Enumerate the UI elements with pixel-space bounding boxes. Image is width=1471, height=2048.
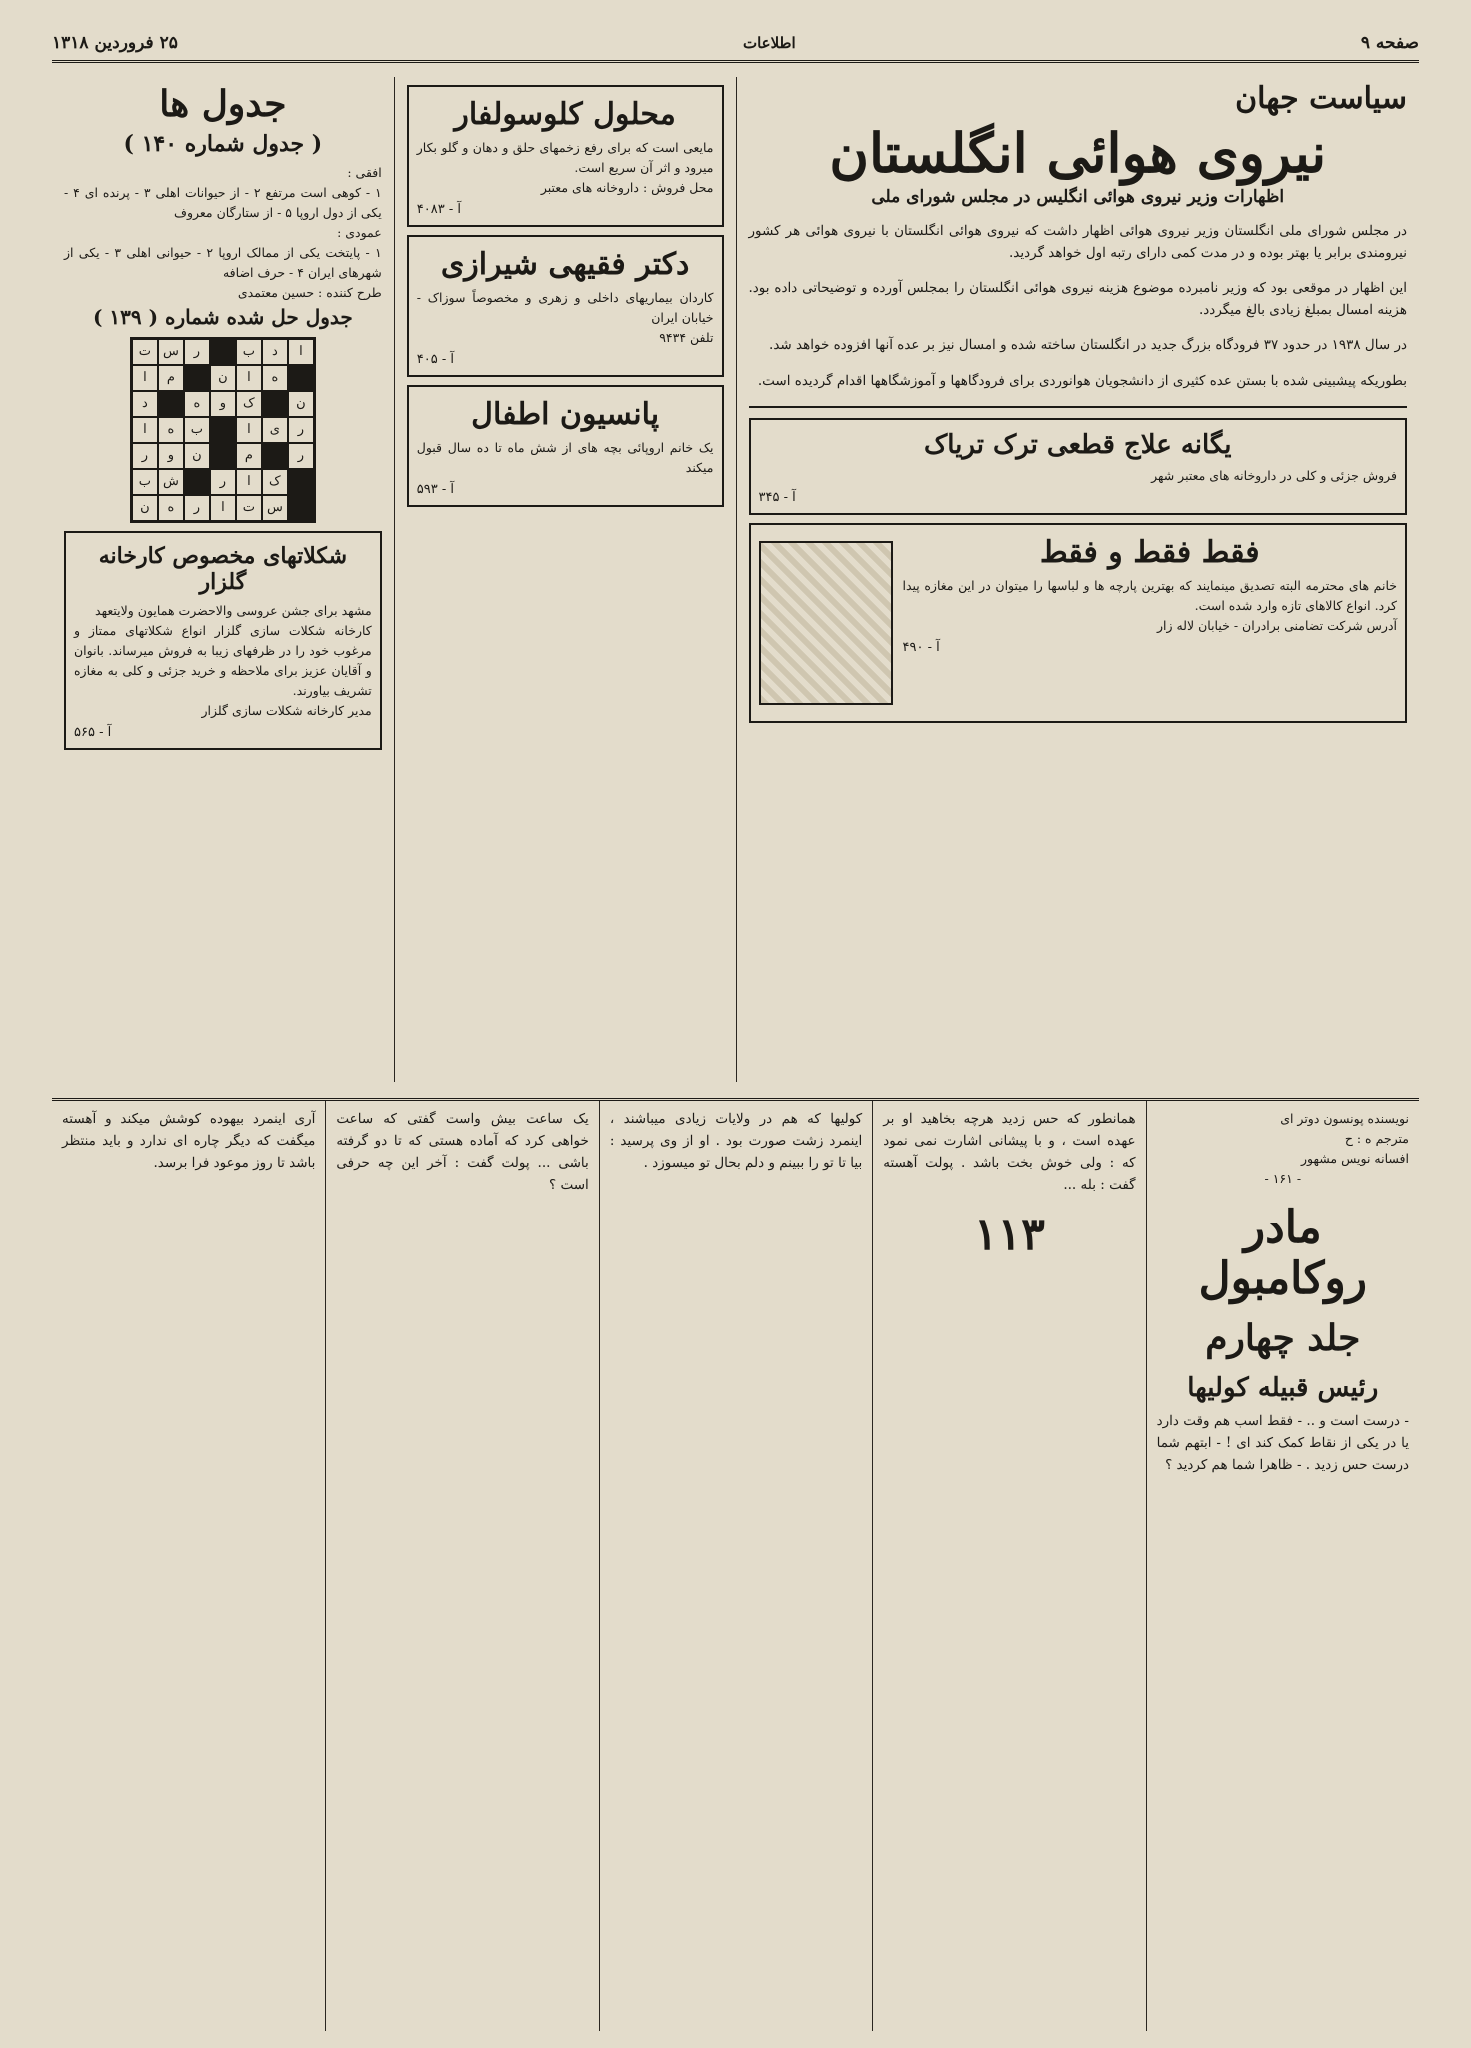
crossword-cell: ر [288, 443, 314, 469]
crossword-cell: ا [288, 339, 314, 365]
lead-paragraph: بطوریکه پیشبینی شده با بستن عده کثیری از دانشجویان هوانوردی برای فرودگاهها و آموزشگاهها اقدام گردیده است. [757, 372, 1407, 389]
crossword-black-cell [184, 365, 210, 391]
crossword-black-cell [288, 469, 314, 495]
crossword-cell: ن [132, 495, 158, 521]
issue-date: ۲۵ فروردین ۱۳۱۸ [52, 33, 178, 53]
cure-ad-body: فروش جزئی و کلی در داروخانه های معتبر شهر [1151, 468, 1397, 484]
crossword-cell: ب [132, 469, 158, 495]
cure-ad-code: آ - ۳۴۵ [758, 490, 796, 506]
medicine-ad-code: آ - ۴۰۸۳ [416, 202, 461, 217]
upper-grid [52, 77, 1419, 1082]
serial-volume: جلد چهارم [1205, 1317, 1361, 1360]
chocolate-ad-title: شکلاتهای مخصوص کارخانه گلزار [98, 543, 347, 595]
serial-text: همانطور که حس زدید هرچه بخاهید او بر عهده است ، و با پیشانی اشارت نمی نمود که : ولی خوش بخت باشد . پولت آهسته گفت : بله ... [883, 1111, 1136, 1193]
down-label: عمودی : [337, 225, 382, 240]
lead-paragraph: این اظهار در موقعی بود که وزیر نامبرده موضوع هزینه نیروی هوائی انگلستان را بمجلس آورده و توضیحاتی داده بود. هزینه امسال بمبلغ زیادی بالغ میگردد. [748, 280, 1407, 318]
page-number: صفحه ۹ [1360, 33, 1419, 53]
crossword-black-cell [288, 495, 314, 521]
crossword-cell: ا [236, 417, 262, 443]
crossword-cell: ب [184, 417, 210, 443]
serial-title: مادر روکامبول [1198, 1202, 1367, 1304]
serial-column [872, 1101, 1145, 2031]
puzzle-author: طرح کننده : حسین معتمدی [237, 285, 382, 300]
crossword-cell: ا [132, 365, 158, 391]
cure-ad [749, 418, 1408, 515]
pension-ad-title: پانسیون اطفال [471, 397, 660, 432]
divider [749, 406, 1408, 408]
serial-text: یک ساعت بیش واست گفتی که ساعت خواهی کرد که آماده هستی که تا دو گرفته باشی ... پولت گفت : آخر این چه حرفی است ؟ [336, 1111, 589, 1193]
medicine-ad [407, 85, 724, 227]
chocolate-ad [64, 531, 382, 750]
fabric-ad-address: آدرس شرکت تضامنی برادران - خیابان لاله زار [1156, 618, 1397, 634]
serial-column [599, 1101, 872, 2031]
crossword-cell: ش [158, 469, 184, 495]
fabric-ad-title: فقط فقط و فقط [1039, 535, 1260, 571]
crossword-black-cell [210, 339, 236, 365]
medicine-ad-body: مایعی است که برای رفع زخمهای حلق و دهان و گلو بکار میرود و اثر آن سریع است. [416, 140, 714, 175]
crossword-cell: ب [236, 339, 262, 365]
crossword-cell: ر [132, 443, 158, 469]
crossword-cell: ر [184, 495, 210, 521]
crossword-black-cell [158, 391, 184, 417]
puzzle-column [52, 77, 394, 1082]
crossword-cell: ا [132, 417, 158, 443]
serial-translator: مترجم ه : ح [1344, 1131, 1409, 1146]
pension-ad [407, 385, 724, 507]
serial-chapter: رئیس قبیله کولیها [1187, 1372, 1379, 1403]
puzzle-number: ( جدول شماره ۱۴۰ ) [123, 131, 323, 157]
serial-column [325, 1101, 598, 2031]
crossword-cell: ن [288, 391, 314, 417]
cure-ad-title: یگانه علاج قطعی ترک تریاک [923, 430, 1232, 461]
lead-article [736, 77, 1420, 1082]
chocolate-ad-sign: مدیر کارخانه شکلات سازی گلزار [201, 703, 372, 718]
doctor-ad-body: کاردان بیماریهای داخلی و زهری و مخصوصاً سوزاک - خیابان ایران [416, 290, 714, 325]
crossword-cell: م [158, 365, 184, 391]
chocolate-ad-code: آ - ۵۶۵ [74, 725, 112, 740]
paper-name: اطلاعات [742, 34, 796, 52]
dress-illustration [759, 541, 893, 705]
crossword-cell: س [262, 495, 288, 521]
crossword-cell: د [132, 391, 158, 417]
down-clues: ۱ - پایتخت یکی از ممالک اروپا ۲ - حیوانی اهلی ۳ - یکی از شهرهای ایران ۴ - حرف اضافه [64, 245, 382, 280]
pension-ad-code: آ - ۵۹۳ [416, 482, 454, 497]
crossword-black-cell [262, 443, 288, 469]
lead-subhead: اظهارات وزیر نیروی هوائی انگلیس در مجلس شورای ملی [871, 187, 1285, 208]
crossword-cell: و [158, 443, 184, 469]
serial-text: - درست است و .. - فقط اسب هم وقت دارد یا در یکی از نقاط کمک کند ای ! - ابتهم شما درست حس زدید . - ظاهرا شما هم کردید ؟ [1156, 1413, 1409, 1474]
crossword-cell: و [210, 391, 236, 417]
crossword-cell: ا [236, 365, 262, 391]
crossword-cell: ت [236, 495, 262, 521]
masthead [52, 26, 1419, 63]
crossword-cell: ه [158, 495, 184, 521]
serial-number-mark: ۱۱۳ [973, 1209, 1045, 1261]
crossword-cell: د [262, 339, 288, 365]
doctor-ad-phone: تلفن ۹۴۳۴ [659, 330, 714, 345]
crossword-cell: ت [132, 339, 158, 365]
crossword-cell: م [236, 443, 262, 469]
medicine-ad-sale: محل فروش : داروخانه های معتبر [540, 180, 714, 195]
crossword-black-cell [288, 365, 314, 391]
serial-title-column [1146, 1101, 1419, 2031]
serial-text: کولیها که هم در ولایات زیادی میباشند ، اینمرد زشت صورت بود . او از وی پرسید : بیا تا تو را ببینم و دلم بحال تو میسوزد . [609, 1111, 863, 1171]
crossword-cell: ن [184, 443, 210, 469]
fabric-ad [749, 523, 1408, 723]
middle-column [394, 77, 736, 1082]
crossword-cell: ا [210, 495, 236, 521]
crossword-black-cell [262, 391, 288, 417]
serial-section [52, 1098, 1419, 2031]
crossword-cell: ه [262, 365, 288, 391]
crossword-cell: ی [262, 417, 288, 443]
lead-paragraph: در سال ۱۹۳۸ در حدود ۳۷ فرودگاه بزرگ جدید در انگلستان ساخته شده و امسال نیز بر عده آنها افزوده خواهد شد. [769, 337, 1407, 354]
crossword-black-cell [210, 443, 236, 469]
crossword-cell: ر [210, 469, 236, 495]
lead-paragraph: در مجلس شورای ملی انگلستان وزیر نیروی هوائی اظهار داشت که نیروی هوائی انگلستان با نیروی هوائی هر کشور نیرومندی برابر یا بهتر بوده و در مدت کمی دارای رتبه اول خواهد گردید. [748, 222, 1407, 261]
lead-headline: نیروی هوائی انگلستان [829, 121, 1327, 185]
puzzle-title: جدول ها [159, 83, 287, 125]
crossword-cell: ک [262, 469, 288, 495]
fabric-ad-code: آ - ۴۹۰ [902, 640, 940, 656]
doctor-ad-code: آ - ۴۰۵ [416, 352, 454, 367]
serial-text: آری اینمرد بیهوده کوشش میکند و آهسته میگفت که دیگر چاره ای ندارد و باید منتظر باشد تا روز موعود فرا برسد. [62, 1111, 316, 1171]
serial-subtitle: افسانه نویس مشهور [1301, 1151, 1409, 1166]
crossword-cell: ر [184, 339, 210, 365]
crossword-black-cell [184, 469, 210, 495]
medicine-ad-title: محلول کلوسولفار [454, 97, 676, 132]
across-clues: ۱ - کوهی است مرتفع ۲ - از حیوانات اهلی ۳ - پرنده ای ۴ - یکی از دول اروپا ۵ - از ستارگان معروف [64, 185, 382, 220]
solved-title: جدول حل شده شماره ( ۱۳۹ ) [92, 305, 353, 329]
doctor-ad-title: دکتر فقیهی شیرازی [440, 247, 690, 282]
chocolate-ad-sub: مشهد برای جشن عروسی والاحضرت همایون ولایتعهد [95, 603, 372, 618]
solved-crossword-grid [130, 337, 316, 523]
serial-column [52, 1101, 325, 2031]
crossword-cell: ا [236, 469, 262, 495]
chocolate-ad-body: کارخانه شکلات سازی گلزار انواع شکلاتهای ممتاز و مرغوب خود را در ظرفهای زیبا به فروش میرساند. بانوان و آقایان عزیز برای ملاحظه و خرید جزئی و کلی به مغازه تشریف بیاورند. [74, 623, 372, 698]
crossword-cell: ه [184, 391, 210, 417]
pension-ad-body: یک خانم اروپائی بچه های از شش ماه تا ده سال قبول میکند [416, 440, 714, 475]
serial-episode: - ۱۶۱ - [1264, 1171, 1302, 1186]
fabric-ad-body: خانم های محترمه البته تصدیق مینمایند که بهترین پارچه ها و لباسها را میتوان در این مغازه پیدا کرد. انواع کالاهای تازه وارد شده است. [902, 578, 1397, 614]
crossword-cell: ه [158, 417, 184, 443]
crossword-cell: س [158, 339, 184, 365]
crossword-black-cell [210, 417, 236, 443]
crossword-cell: ن [210, 365, 236, 391]
doctor-ad [407, 235, 724, 377]
crossword-cell: ر [288, 417, 314, 443]
section-label: سیاست جهان [1235, 81, 1407, 116]
across-label: افقی : [347, 165, 382, 180]
serial-author: نویسنده پونسون دوتر ای [1280, 1111, 1409, 1126]
crossword-cell: ک [236, 391, 262, 417]
